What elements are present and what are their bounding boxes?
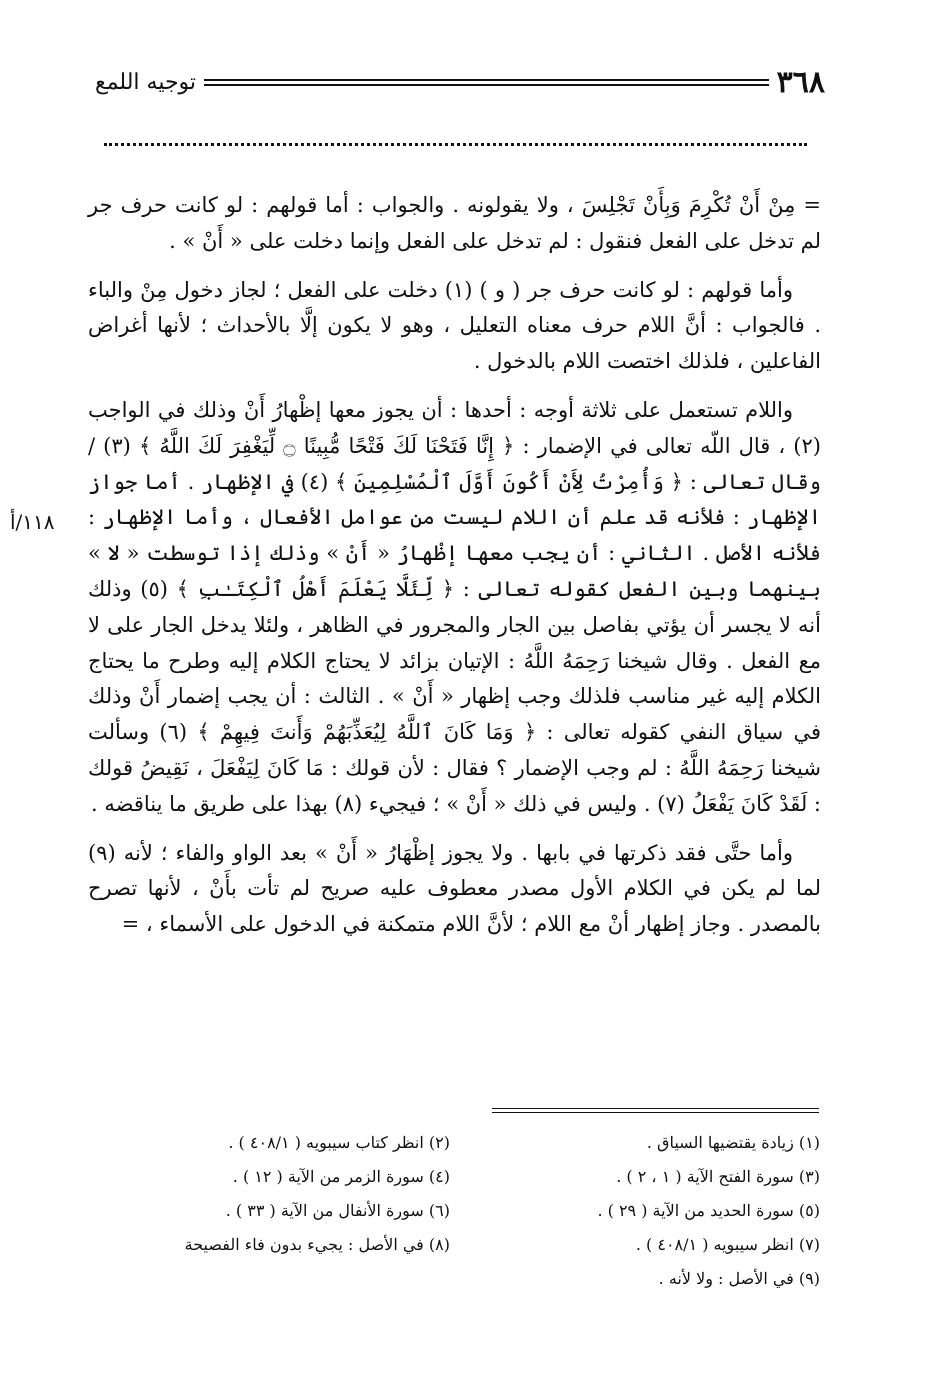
paragraph: = مِنْ أَنْ تُكْرِمَ وَبِأَنْ تَجْلِسَ ، ولا يقولونه . والجواب : أما قولهم : لو كانت حرف جر لم تدخل على الفعل فنقول : لم تدخل على الفعل وإنما دخلت على « أَنْ » .: [88, 193, 821, 253]
footnote: (٣) سورة الفتح الآية ( ١ ، ٢ ) .: [616, 1167, 820, 1186]
page-header: [95, 62, 825, 102]
footnote: (٩) في الأصل : ولا لأنه .: [658, 1269, 820, 1288]
footnote: (٥) سورة الحديد من الآية ( ٢٩ ) .: [597, 1201, 820, 1220]
paragraph: واللام تستعمل على ثلاثة أوجه : أحدها : أن يجوز معها إظْهارُ أَنْ وذلك في الواجب (٢) ، قال اللّه تعالى في الإضمار : ﴿ إِنَّا فَتَحْنَا لَكَ فَتْحًا مُّبِينًا ۝ لِّيَغْفِرَ لَكَ اللَّهُ ﴾ (٣) / وقال تعالى : ﴿ وَأُمِرْتُ لِأَنْ أَكُونَ أَوَّلَ ٱلْمُسْلِمِينَ ﴾ (٤) في الإظهار . أما جواز الإظهار : فلأنه قد علم أن اللام ليست من عوامل الأفعال ، وأما الإظهار : فلأنه الأصل . الثاني : أن يجب معها إظْهارُ « أَنْ » وذلك إذا توسطت « لا » بينهما وبين الفعل كقوله تعالى : ﴿ لِّئَلَّا يَعْلَمَ أَهْلُ ٱلْكِتَـٰبِ ﴾ (٥) وذلك أنه لا يجسر أن يؤتي بفاصل بين الجار والمجرور في الظاهر ، ولئلا يدخل الجار على لا مع الفعل . وقال شيخنا رَحِمَهُ اللَّهُ : الإتيان بزائد لا يحتاج الكلام إليه وطرح ما يحتاج الكلام إليه غير مناسب فلذلك وجب إظهار « أَنْ » . الثالث : أن يجب إضمار أَنْ وذلك في سياق النفي كقوله تعالى : ﴿ وَمَا كَانَ ٱللَّهُ لِيُعَذِّبَهُمْ وَأَنتَ فِيهِمْ ﴾ (٦) وسألت شيخنا رَحِمَهُ اللَّهُ : لم وجب الإضمار ؟ فقال : لأن قولك : مَا كَانَ لِيَفْعَلَ ، نَقِيضُ قولك : لَقَدْ كَانَ يَفْعَلُ (٧) . وليس في ذلك « أَنْ » ؛ فيجيء (٨) بهذا على طريق ما يناقضه .: [88, 397, 821, 816]
dotted-separator: [104, 143, 807, 160]
paragraph: وأما حتَّى فقد ذكرتها في بابها . ولا يجوز إظْهَارُ « أَنْ » بعد الواو والفاء ؛ لأنه (٩) لما لم يكن في الكلام الأول مصدر معطوف عليه صريح لم تأت بأَنْ ، لأنها تصرح بالمصدر . وجاز إظهار أنْ مع اللام ؛ لأنَّ اللام متمكنة في الدخول على الأسماء ، =: [88, 840, 821, 937]
footnote: (٨) في الأصل : يجيء بدون فاء الفصيحة: [184, 1235, 450, 1254]
header-double-rule: [204, 79, 769, 86]
manuscript-folio-note: ١١٨/أ: [10, 510, 55, 534]
footnote: (١) زيادة يقتضيها السياق .: [646, 1133, 820, 1152]
footnote: (٤) سورة الزمر من الآية ( ١٢ ) .: [232, 1167, 450, 1186]
running-title: توجيه اللمع: [95, 69, 197, 95]
footnote: (٦) سورة الأنفال من الآية ( ٣٣ ) .: [225, 1201, 450, 1220]
main-text: [88, 188, 821, 956]
footnote-separator: [492, 1108, 819, 1113]
paragraph: وأما قولهم : لو كانت حرف جر ( و ) (١) دخلت على الفعل ؛ لجاز دخول مِنْ والباء . فالجواب : أنَّ اللام حرف معناه التعليل ، وهو لا يكون إلَّا بالأحداث ؛ لأنها أغراض الفاعلين ، فلذلك اختصت اللام بالدخول .: [88, 277, 821, 374]
footnote: (٧) انظر سيبويه ( ٤٠٨/١ ) .: [635, 1235, 820, 1254]
footnote: (٢) انظر كتاب سيبويه ( ٤٠٨/١ ) .: [228, 1133, 450, 1152]
footnotes: [120, 1128, 820, 1294]
page-number: ٣٦٨: [776, 64, 825, 100]
